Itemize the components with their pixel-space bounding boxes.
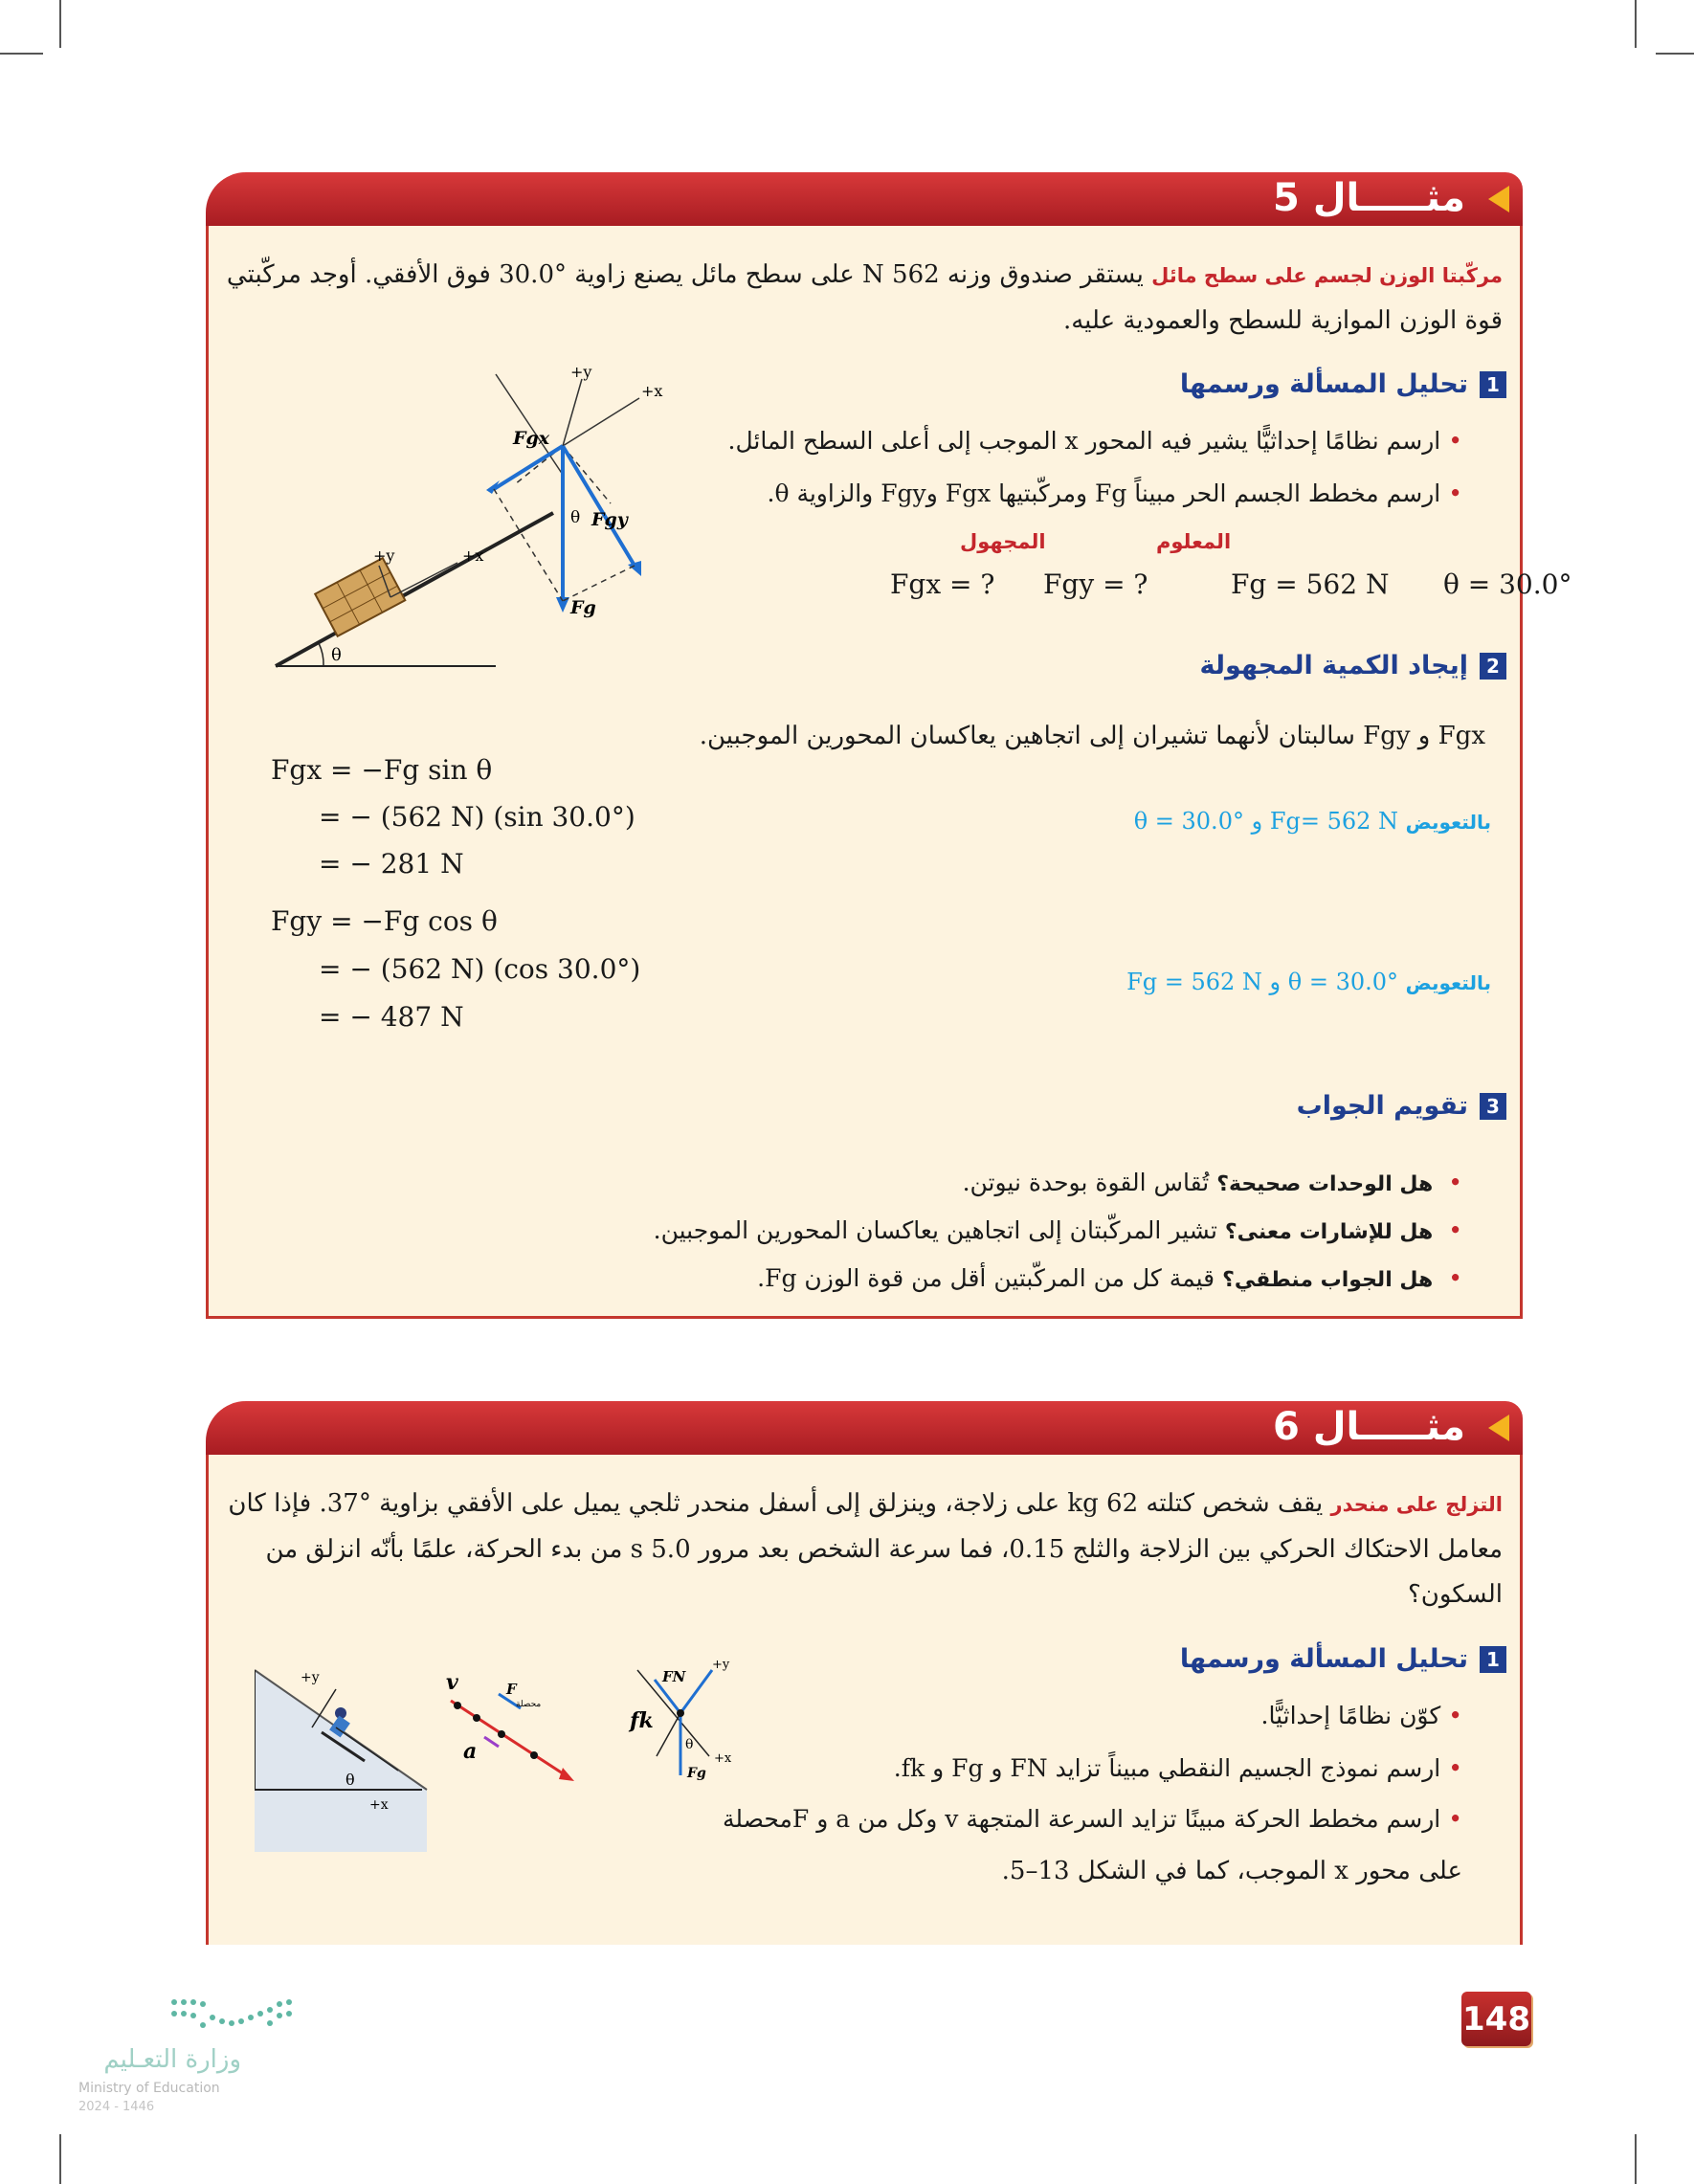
check-signs [601,1216,1462,1244]
step-number: 2 [1480,653,1506,680]
eq-line1: Fgx = −Fg sin θ [271,754,493,786]
problem-tag: التزلج على منحدر [1330,1493,1503,1516]
fgy-label: Fgy [591,509,628,530]
step1-heading [1180,1644,1506,1674]
check-logic [601,1264,1462,1292]
step1-bullet1: • كوّن نظامًا إحداثيًّا. [716,1702,1462,1729]
check-question: هل الوحدات صحيحة؟ [1216,1172,1434,1196]
step1-bullet3-cont: على محور x الموجب، كما في الشكل 13–5. [1001,1857,1462,1885]
logo-english: Ministry of Education [78,2081,220,2096]
net-force-label: F [506,1681,517,1698]
page-number: 148 [1461,1992,1531,2046]
step-number: 3 [1480,1093,1506,1120]
crop-mark [59,2134,61,2184]
check-question: هل للإشارات معنى؟ [1224,1220,1434,1244]
velocity-label: v [446,1670,458,1695]
slope-theta: θ [345,1771,355,1789]
ministry-logo [78,1993,270,2127]
known1: Fg = 562 N [1231,568,1390,600]
step-title: تقويم الجواب [1296,1091,1468,1121]
step3-heading [1297,1091,1506,1121]
logo-arabic: وزارة التعـليم [103,2045,241,2074]
problem-tag: مركّبتا الوزن لجسم على سطح مائل [1151,264,1503,287]
unknown1: Fgx = ? [890,568,995,600]
example5-problem [220,253,1503,344]
step2-heading [1200,651,1506,680]
fbd-y-label: +y [570,363,592,381]
small-x-label: +x [462,546,484,565]
check-question: هل الجواب منطقي؟ [1222,1268,1434,1292]
accel-label: a [463,1739,478,1764]
known-label: المعلوم [1156,530,1232,553]
substitution1 [1134,808,1491,835]
step1-heading [1180,369,1506,399]
slope-x-label: +x [369,1797,389,1813]
ski-slope-diagram [255,1660,848,1852]
banner-arrow-icon [1488,1415,1509,1441]
example6-title: مثـــــال 6 [1273,1405,1465,1449]
example6-problem [220,1482,1503,1617]
eq-line5: = − (562 N) (cos 30.0°) [319,953,641,985]
banner-arrow-icon [1488,186,1509,212]
fgx-label: Fgx [513,428,550,449]
check-units [601,1169,1462,1196]
example5-title: مثـــــال 5 [1273,176,1465,220]
check-answer: قيمة كل من المركّبتين أقل من قوة الوزن Fg. [757,1264,1215,1292]
normal-force-label: FN [662,1668,686,1685]
crop-mark [0,53,43,55]
step-title: تحليل المسألة ورسمها [1179,369,1468,399]
particle-x-label: +x [714,1751,732,1766]
substitution-word: بالتعويض [1405,811,1491,834]
check-answer: تشير المركّبتان إلى اتجاهين يعاكسان المحورين الموجبين. [653,1216,1217,1244]
known2: θ = 30.0° [1443,568,1572,600]
step-title: تحليل المسألة ورسمها [1179,1644,1468,1674]
slope-y-label: +y [301,1670,320,1685]
crop-mark [59,0,61,48]
eq-line3: = − 281 N [319,848,464,880]
substitution2 [1126,969,1491,995]
example5-banner [206,172,1523,226]
substitution-values: Fg= 562 N و θ = 30.0° [1133,808,1399,835]
example6-banner [206,1401,1523,1455]
net-word-label: محصلة [516,1700,542,1709]
eq-line4: Fgy = −Fg cos θ [271,905,498,937]
substitution-values: θ = 30.0° و Fg = 562 N [1126,969,1399,995]
friction-label: fk [630,1708,654,1733]
weight-label: Fg [687,1766,706,1781]
particle-y-label: +y [712,1660,730,1672]
eq-line6: = − 487 N [319,1001,464,1033]
step1-bullet2: • ارسم مخطط الجسم الحر مبيناً Fg ومركّبتيها Fgx وFgy والزاوية θ. [649,479,1462,507]
example6-box [206,1455,1523,1945]
eq-line2: = − (562 N) (sin 30.0°) [319,801,635,833]
crop-mark [1635,2134,1637,2184]
step1-bullet2: • ارسم نموذج الجسيم النقطي مبيناً تزايد FN و Fg و fk. [716,1754,1462,1782]
step1-bullet1: • ارسم نظامًا إحداثيًّا يشير فيه المحور x الموجب إلى أعلى السطح المائل. [649,427,1462,455]
example5-box [206,226,1572,1319]
step-number: 1 [1480,371,1506,398]
unknown-label: المجهول [960,530,1046,553]
problem-text: يقف شخص كتلته 62 kg على زلاجة، وينزلق إلى أسفل منحدر ثلجي يميل على الأفقي بزاوية °37. فإذا كان معامل الاحتكاك الحركي بين الزلاجة والثلج 0.15، فما سرعة الشخص بعد مرور 5.0 s من بدء الحركة، علمًا بأنّه انزلق من السكون؟ [228,1489,1503,1609]
step-title: إيجاد الكمية المجهولة [1199,651,1468,680]
logo-year: 2024 - 1446 [78,2100,155,2114]
check-answer: تُقاس القوة بوحدة نيوتن. [962,1169,1210,1196]
crop-mark [1635,0,1637,48]
particle-theta: θ [685,1737,694,1752]
incline-free-body-diagram [266,350,764,676]
fg-label: Fg [570,597,596,618]
problem-text: يستقر صندوق وزنه 562 N على سطح مائل يصنع زاوية °30.0 فوق الأفقي. أوجد مركّبتي قوة الوزن الموازية للسطح والعمودية عليه. [226,260,1503,335]
substitution-word: بالتعويض [1405,971,1491,994]
logo-dots-icon [165,1993,318,2040]
crop-mark [1656,53,1694,55]
unknown2: Fgy = ? [1043,568,1148,600]
diagram-theta: θ [331,645,342,665]
fbd-x-label: +x [641,382,663,400]
small-y-label: +y [373,546,395,565]
step2-intro: Fgx و Fgy سالبتان لأنهما تشيران إلى اتجاهين يعاكسان المحورين الموجبين. [699,722,1485,750]
step-number: 1 [1480,1646,1506,1673]
fbd-theta: θ [570,508,581,527]
step1-bullet3: • ارسم مخطط الحركة مبينًا تزايد السرعة المتجهة v وكل من a و Fمحصلة [716,1805,1462,1833]
